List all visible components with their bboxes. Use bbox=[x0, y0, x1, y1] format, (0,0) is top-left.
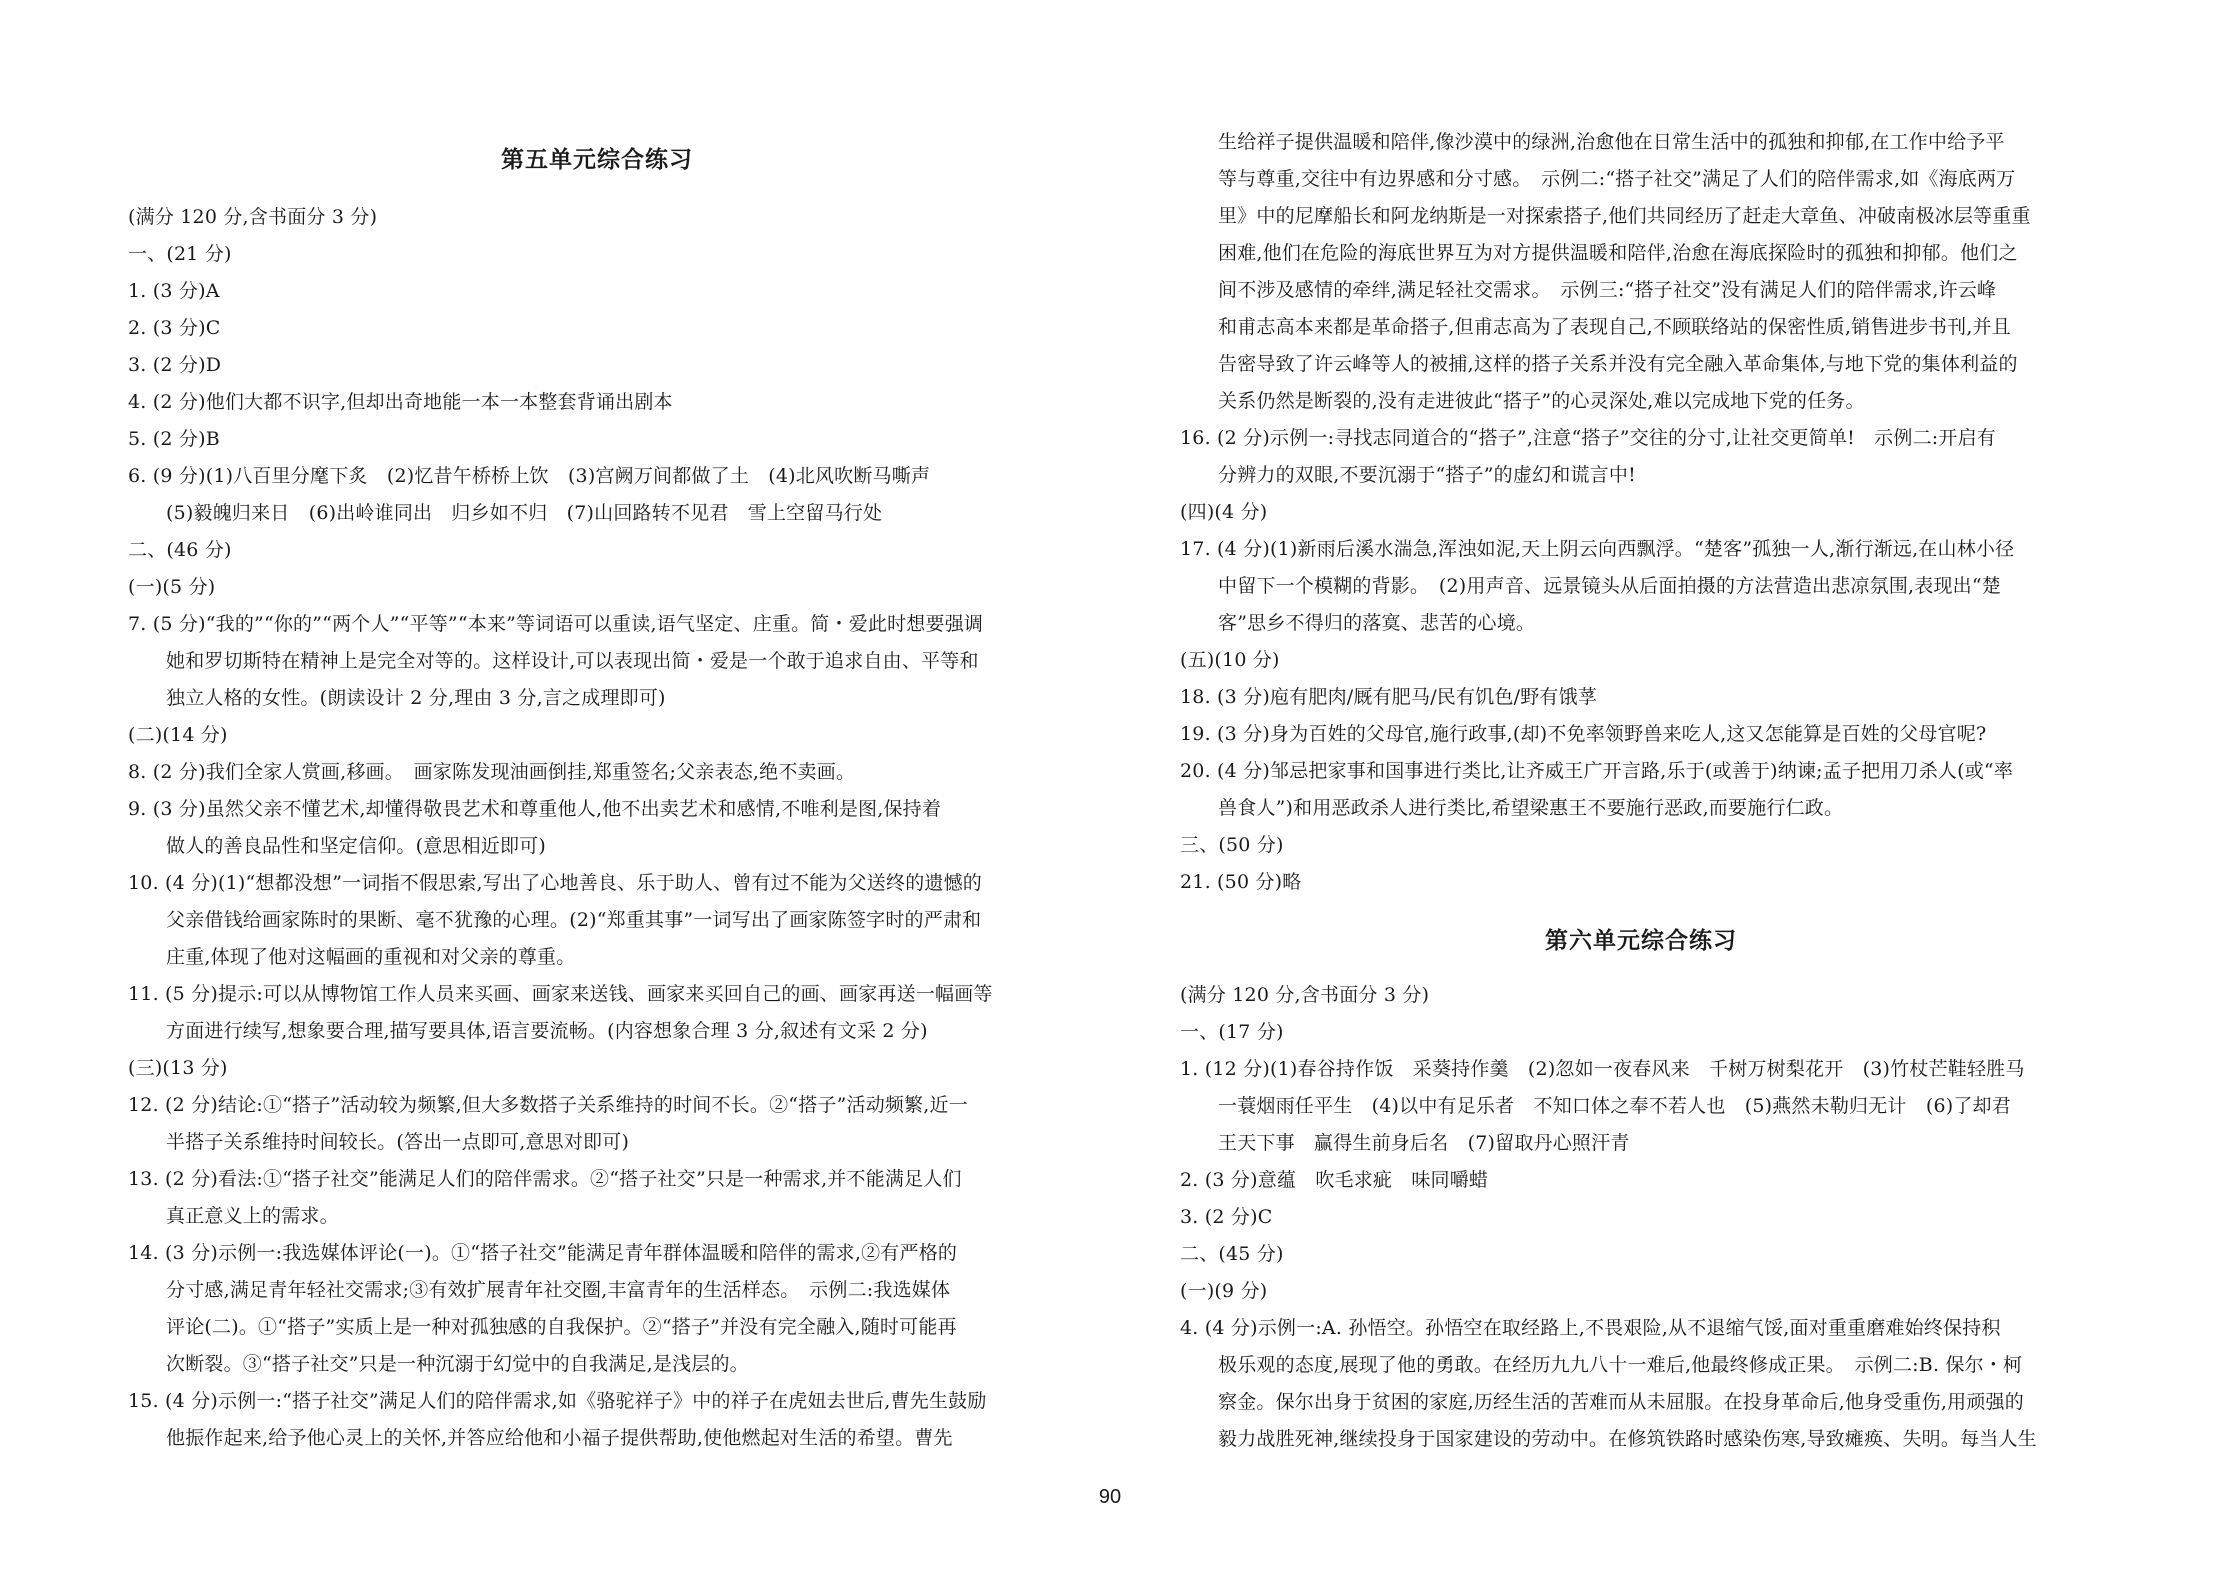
answer-line: 关系仍然是断裂的,没有走进彼此“搭子”的心灵深处,难以完成地下党的任务。 bbox=[1218, 390, 1865, 412]
answer-line: 17. (4 分)(1)新雨后溪水湍急,浑浊如泥,天上阴云向西飘浮。“楚客”孤独一人,渐行渐远,在山林小径 bbox=[1180, 538, 2015, 560]
answer-line: 分寸感,满足青年轻社交需求;③有效扩展青年社交圈,丰富青年的生活样态。 示例二:我选媒体 bbox=[166, 1279, 951, 1301]
unit6-title: 第六单元综合练习 bbox=[1545, 928, 1737, 954]
answer-line: 间不涉及感情的牵绊,满足轻社交需求。 示例三:“搭子社交”没有满足人们的陪伴需求,许云峰 bbox=[1218, 279, 1997, 301]
answer-line: 3. (2 分)C bbox=[1180, 1206, 1273, 1228]
answer-line: 分辨力的双眼,不要沉溺于“搭子”的虚幻和谎言中! bbox=[1218, 464, 1636, 486]
answer-line: 告密导致了许云峰等人的被捕,这样的搭子关系并没有完全融入革命集体,与地下党的集体利益的 bbox=[1218, 353, 2018, 375]
answer-line: (5)毅魄归来日 (6)出岭谁同出 归乡如不归 (7)山回路转不见君 雪上空留马行处 bbox=[166, 502, 883, 524]
answer-line: 1. (3 分)A bbox=[128, 280, 220, 302]
answer-line: 14. (3 分)示例一:我选媒体评论(一)。①“搭子社交”能满足青年群体温暖和陪伴的需求,②有严格的 bbox=[128, 1242, 958, 1264]
answer-line: 庄重,体现了他对这幅画的重视和对父亲的尊重。 bbox=[166, 946, 576, 968]
answer-line: 21. (50 分)略 bbox=[1180, 871, 1302, 893]
answer-line: 9. (3 分)虽然父亲不懂艺术,却懂得敬畏艺术和尊重他人,他不出卖艺术和感情,不唯利是图,保持着 bbox=[128, 798, 942, 820]
answer-line: 一蓑烟雨任平生 (4)以中有足乐者 不知口体之奉不若人也 (5)燕然未勒归无计 (6)了却君 bbox=[1218, 1095, 2011, 1117]
subsection-heading: (五)(10 分) bbox=[1180, 649, 1280, 671]
score-note: (满分 120 分,含书面分 3 分) bbox=[128, 206, 378, 228]
section-heading: 一、(21 分) bbox=[128, 243, 232, 265]
answer-line: 中留下一个模糊的背影。 (2)用声音、远景镜头从后面拍摄的方法营造出悲凉氛围,表现出“楚 bbox=[1218, 575, 2001, 597]
section-heading: 三、(50 分) bbox=[1180, 834, 1284, 856]
answer-line: 半搭子关系维持时间较长。(答出一点即可,意思对即可) bbox=[166, 1131, 630, 1153]
score-note: (满分 120 分,含书面分 3 分) bbox=[1180, 984, 1430, 1006]
answer-line: 做人的善良品性和坚定信仰。(意思相近即可) bbox=[166, 835, 547, 857]
answer-line: 13. (2 分)看法:①“搭子社交”能满足人们的陪伴需求。②“搭子社交”只是一种需求,并不能满足人们 bbox=[128, 1168, 962, 1190]
answer-line: 等与尊重,交往中有边界感和分寸感。 示例二:“搭子社交”满足了人们的陪伴需求,如《海底两万 bbox=[1218, 168, 2016, 190]
answer-line: 12. (2 分)结论:①“搭子”活动较为频繁,但大多数搭子关系维持的时间不长。②“搭子”活动频繁,近一 bbox=[128, 1094, 968, 1116]
answer-line: 和甫志高本来都是革命搭子,但甫志高为了表现自己,不顾联络站的保密性质,销售进步书刊,并且 bbox=[1218, 316, 2011, 338]
answer-line: 11. (5 分)提示:可以从博物馆工作人员来买画、画家来送钱、画家来买回自己的画、画家再送一幅画等 bbox=[128, 983, 993, 1005]
answer-line: 6. (9 分)(1)八百里分麾下炙 (2)忆昔午桥桥上饮 (3)宫阙万间都做了土 (4)北风吹断马嘶声 bbox=[128, 465, 931, 487]
subsection-heading: (四)(4 分) bbox=[1180, 501, 1268, 523]
answer-line: 他振作起来,给予他心灵上的关怀,并答应给他和小福子提供帮助,使他燃起对生活的希望。曹先 bbox=[166, 1427, 953, 1449]
answer-line: 极乐观的态度,展现了他的勇敢。在经历九九八十一难后,他最终修成正果。 示例二:B. 保尔・柯 bbox=[1218, 1354, 2023, 1376]
answer-line: 评论(二)。①“搭子”实质上是一种对孤独感的自我保护。②“搭子”并没有完全融入,随时可能再 bbox=[166, 1316, 957, 1338]
answer-line: 父亲借钱给画家陈时的果断、毫不犹豫的心理。(2)“郑重其事”一词写出了画家陈签字时的严肃和 bbox=[166, 909, 982, 931]
subsection-heading: (三)(13 分) bbox=[128, 1057, 228, 1079]
answer-line: 15. (4 分)示例一:“搭子社交”满足人们的陪伴需求,如《骆驼祥子》中的祥子在虎妞去世后,曹先生鼓励 bbox=[128, 1390, 987, 1412]
answer-line: 兽食人”)和用恶政杀人进行类比,希望梁惠王不要施行恶政,而要施行仁政。 bbox=[1218, 797, 1844, 819]
answer-line: 3. (2 分)D bbox=[128, 354, 222, 376]
answer-line: 察金。保尔出身于贫困的家庭,历经生活的苦难而从未屈服。在投身革命后,他身受重伤,用顽强的 bbox=[1218, 1391, 2024, 1413]
answer-line: 王天下事 赢得生前身后名 (7)留取丹心照汗青 bbox=[1218, 1132, 1630, 1154]
answer-line: 2. (3 分)C bbox=[128, 317, 221, 339]
answer-line: 10. (4 分)(1)“想都没想”一词指不假思索,写出了心地善良、乐于助人、曾有过不能为父送终的遗憾的 bbox=[128, 872, 982, 894]
answer-line: 7. (5 分)“我的”“你的”“两个人”“平等”“本来”等词语可以重读,语气坚定、庄重。简・爱此时想要强调 bbox=[128, 613, 984, 635]
subsection-heading: (一)(5 分) bbox=[128, 576, 216, 598]
subsection-heading: (二)(14 分) bbox=[128, 724, 228, 746]
answer-line: 她和罗切斯特在精神上是完全对等的。这样设计,可以表现出简・爱是一个敢于追求自由、平等和 bbox=[166, 650, 979, 672]
answer-line: 里》中的尼摩船长和阿龙纳斯是一对探索搭子,他们共同经历了赶走大章鱼、冲破南极冰层等重重 bbox=[1218, 205, 2031, 227]
answer-line: 4. (4 分)示例一:A. 孙悟空。孙悟空在取经路上,不畏艰险,从不退缩气馁,面对重重磨难始终保持积 bbox=[1180, 1317, 2001, 1339]
answer-line: 方面进行续写,想象要合理,描写要具体,语言要流畅。(内容想象合理 3 分,叙述有文采 2 分) bbox=[166, 1020, 928, 1042]
page-number: 90 bbox=[1098, 1486, 1122, 1508]
answer-line: 20. (4 分)邹忌把家事和国事进行类比,让齐威王广开言路,乐于(或善于)纳谏;孟子把用刀杀人(或“率 bbox=[1180, 760, 2014, 782]
subsection-heading: (一)(9 分) bbox=[1180, 1280, 1268, 1302]
answer-line: 5. (2 分)B bbox=[128, 428, 220, 450]
answer-line: 18. (3 分)庖有肥肉/厩有肥马/民有饥色/野有饿莩 bbox=[1180, 686, 1598, 708]
answer-line: 2. (3 分)意蕴 吹毛求疵 味同嚼蜡 bbox=[1180, 1169, 1489, 1191]
section-heading: 二、(46 分) bbox=[128, 539, 232, 561]
answer-line: 困难,他们在危险的海底世界互为对方提供温暖和陪伴,治愈在海底探险时的孤独和抑郁。他们之 bbox=[1218, 242, 2018, 264]
answer-line: 19. (3 分)身为百姓的父母官,施行政事,(却)不免率领野兽来吃人,这又怎能算是百姓的父母官呢? bbox=[1180, 723, 1987, 745]
section-heading: 二、(45 分) bbox=[1180, 1243, 1284, 1265]
answer-line: 毅力战胜死神,继续投身于国家建设的劳动中。在修筑铁路时感染伤寒,导致瘫痪、失明。每当人生 bbox=[1218, 1428, 2037, 1450]
answer-line: 真正意义上的需求。 bbox=[166, 1205, 339, 1227]
answer-line: 客”思乡不得归的落寞、悲苦的心境。 bbox=[1218, 612, 1536, 634]
unit5-title: 第五单元综合练习 bbox=[501, 147, 693, 173]
answer-line: 生给祥子提供温暖和陪伴,像沙漠中的绿洲,治愈他在日常生活中的孤独和抑郁,在工作中给予平 bbox=[1218, 131, 2005, 153]
answer-line: 独立人格的女性。(朗读设计 2 分,理由 3 分,言之成理即可) bbox=[166, 687, 666, 709]
answer-line: 1. (12 分)(1)春谷持作饭 采葵持作羹 (2)忽如一夜春风来 千树万树梨花开 (3)竹杖芒鞋轻胜马 bbox=[1180, 1058, 2025, 1080]
answer-line: 8. (2 分)我们全家人赏画,移画。 画家陈发现油画倒挂,郑重签名;父亲表态,绝不卖画。 bbox=[128, 761, 856, 783]
section-heading: 一、(17 分) bbox=[1180, 1021, 1284, 1043]
answer-line: 4. (2 分)他们大都不识字,但却出奇地能一本一本整套背诵出剧本 bbox=[128, 391, 673, 413]
answer-line: 次断裂。③“搭子社交”只是一种沉溺于幻觉中的自我满足,是浅层的。 bbox=[166, 1353, 749, 1375]
answer-line: 16. (2 分)示例一:寻找志同道合的“搭子”,注意“搭子”交往的分寸,让社交更简单! 示例二:开启有 bbox=[1180, 427, 1996, 449]
